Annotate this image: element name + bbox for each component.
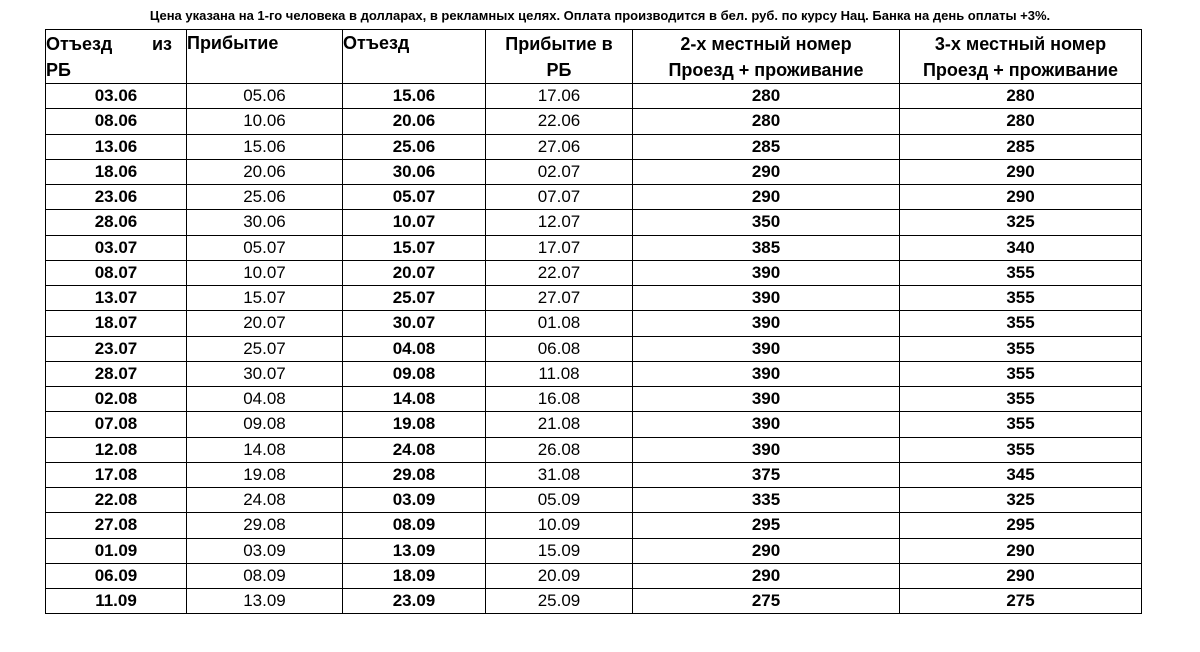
depart-cell: 09.08	[343, 361, 486, 386]
arrival-rb-cell: 01.08	[486, 311, 633, 336]
arrival-cell: 04.08	[187, 387, 343, 412]
triple-price-cell: 290	[900, 159, 1142, 184]
double-price-cell: 390	[633, 286, 900, 311]
arrival-cell: 05.07	[187, 235, 343, 260]
arrival-cell: 15.07	[187, 286, 343, 311]
triple-price-cell: 290	[900, 538, 1142, 563]
depart-cell: 29.08	[343, 462, 486, 487]
depart-cell: 19.08	[343, 412, 486, 437]
depart-cell: 08.09	[343, 513, 486, 538]
depart-rb-cell: 02.08	[46, 387, 187, 412]
arrival-cell: 29.08	[187, 513, 343, 538]
triple-price-cell: 355	[900, 260, 1142, 285]
table-row	[46, 134, 1142, 159]
triple-price-cell: 275	[900, 589, 1142, 614]
header-depart	[343, 30, 486, 84]
table-row	[46, 185, 1142, 210]
arrival-rb-cell: 21.08	[486, 412, 633, 437]
table-row	[46, 109, 1142, 134]
table-row	[46, 210, 1142, 235]
depart-rb-cell: 23.07	[46, 336, 187, 361]
depart-rb-cell: 08.07	[46, 260, 187, 285]
arrival-rb-cell: 02.07	[486, 159, 633, 184]
double-price-cell: 350	[633, 210, 900, 235]
depart-cell: 15.06	[343, 84, 486, 109]
depart-cell: 30.06	[343, 159, 486, 184]
arrival-cell: 25.06	[187, 185, 343, 210]
arrival-rb-cell: 27.06	[486, 134, 633, 159]
arrival-rb-cell: 16.08	[486, 387, 633, 412]
depart-rb-cell: 12.08	[46, 437, 187, 462]
depart-cell: 15.07	[343, 235, 486, 260]
depart-rb-cell: 03.07	[46, 235, 187, 260]
triple-price-cell: 280	[900, 109, 1142, 134]
header-double-room-line1: 2-х местный номер	[680, 33, 852, 54]
table-row	[46, 513, 1142, 538]
arrival-rb-cell: 15.09	[486, 538, 633, 563]
table-row	[46, 563, 1142, 588]
depart-cell: 30.07	[343, 311, 486, 336]
table-row	[46, 336, 1142, 361]
table-row	[46, 260, 1142, 285]
triple-price-cell: 285	[900, 134, 1142, 159]
arrival-rb-cell: 07.07	[486, 185, 633, 210]
triple-price-cell: 355	[900, 387, 1142, 412]
double-price-cell: 390	[633, 311, 900, 336]
depart-rb-cell: 27.08	[46, 513, 187, 538]
triple-price-cell: 340	[900, 235, 1142, 260]
table-row	[46, 311, 1142, 336]
depart-rb-cell: 18.06	[46, 159, 187, 184]
table-row	[46, 286, 1142, 311]
triple-price-cell: 355	[900, 311, 1142, 336]
arrival-cell: 08.09	[187, 563, 343, 588]
triple-price-cell: 290	[900, 185, 1142, 210]
double-price-cell: 390	[633, 336, 900, 361]
depart-rb-cell: 03.06	[46, 84, 187, 109]
table-row	[46, 387, 1142, 412]
depart-rb-cell: 23.06	[46, 185, 187, 210]
header-double-room	[633, 30, 900, 84]
double-price-cell: 290	[633, 159, 900, 184]
double-price-cell: 290	[633, 563, 900, 588]
depart-rb-cell: 18.07	[46, 311, 187, 336]
double-price-cell: 375	[633, 462, 900, 487]
triple-price-cell: 355	[900, 361, 1142, 386]
depart-cell: 10.07	[343, 210, 486, 235]
header-depart-label: Отъезд	[343, 33, 410, 53]
depart-rb-cell: 06.09	[46, 563, 187, 588]
triple-price-cell: 295	[900, 513, 1142, 538]
header-double-room-line2: Проезд + проживание	[668, 59, 864, 80]
arrival-rb-cell: 12.07	[486, 210, 633, 235]
depart-cell: 05.07	[343, 185, 486, 210]
depart-rb-cell: 13.07	[46, 286, 187, 311]
depart-cell: 03.09	[343, 488, 486, 513]
table-row	[46, 488, 1142, 513]
header-arrival-rb	[486, 30, 633, 84]
table-row	[46, 159, 1142, 184]
triple-price-cell: 280	[900, 84, 1142, 109]
arrival-cell: 13.09	[187, 589, 343, 614]
depart-rb-cell: 08.06	[46, 109, 187, 134]
header-triple-room	[900, 30, 1142, 84]
arrival-cell: 20.06	[187, 159, 343, 184]
arrival-rb-cell: 27.07	[486, 286, 633, 311]
depart-cell: 14.08	[343, 387, 486, 412]
depart-rb-cell: 07.08	[46, 412, 187, 437]
arrival-cell: 05.06	[187, 84, 343, 109]
arrival-rb-cell: 06.08	[486, 336, 633, 361]
table-row	[46, 84, 1142, 109]
depart-cell: 13.09	[343, 538, 486, 563]
arrival-cell: 24.08	[187, 488, 343, 513]
depart-rb-cell: 22.08	[46, 488, 187, 513]
depart-cell: 25.07	[343, 286, 486, 311]
double-price-cell: 280	[633, 84, 900, 109]
arrival-cell: 19.08	[187, 462, 343, 487]
header-triple-room-line2: Проезд + проживание	[922, 59, 1119, 80]
double-price-cell: 390	[633, 437, 900, 462]
header-depart-rb	[46, 30, 187, 84]
double-price-cell: 335	[633, 488, 900, 513]
arrival-rb-cell: 10.09	[486, 513, 633, 538]
arrival-cell: 10.06	[187, 109, 343, 134]
double-price-cell: 290	[633, 538, 900, 563]
header-arrival	[187, 30, 343, 84]
triple-price-cell: 325	[900, 210, 1142, 235]
header-depart-rb-word3: РБ	[46, 59, 71, 80]
arrival-rb-cell: 22.07	[486, 260, 633, 285]
double-price-cell: 390	[633, 260, 900, 285]
header-depart-rb-word2: из	[151, 33, 172, 54]
depart-cell: 25.06	[343, 134, 486, 159]
table-row	[46, 235, 1142, 260]
triple-price-cell: 345	[900, 462, 1142, 487]
depart-rb-cell: 28.07	[46, 361, 187, 386]
double-price-cell: 390	[633, 387, 900, 412]
arrival-rb-cell: 17.06	[486, 84, 633, 109]
table-row	[46, 412, 1142, 437]
depart-rb-cell: 17.08	[46, 462, 187, 487]
depart-rb-cell: 01.09	[46, 538, 187, 563]
arrival-rb-cell: 11.08	[486, 361, 633, 386]
triple-price-cell: 290	[900, 563, 1142, 588]
triple-price-cell: 355	[900, 437, 1142, 462]
depart-cell: 24.08	[343, 437, 486, 462]
depart-rb-cell: 28.06	[46, 210, 187, 235]
header-arrival-rb-line2: РБ	[546, 59, 572, 80]
header-arrival-rb-line1: Прибытие в	[505, 33, 613, 54]
double-price-cell: 390	[633, 361, 900, 386]
double-price-cell: 285	[633, 134, 900, 159]
arrival-cell: 20.07	[187, 311, 343, 336]
double-price-cell: 275	[633, 589, 900, 614]
double-price-cell: 295	[633, 513, 900, 538]
arrival-rb-cell: 05.09	[486, 488, 633, 513]
price-note: Цена указана на 1-го человека в долларах, в рекламных целях. Оплата производится в бел. руб. по курсу Нац. Банка на день оплаты +3%.	[149, 8, 1051, 23]
double-price-cell: 280	[633, 109, 900, 134]
arrival-cell: 30.07	[187, 361, 343, 386]
depart-cell: 20.07	[343, 260, 486, 285]
tour-schedule-table	[45, 29, 1142, 614]
arrival-cell: 15.06	[187, 134, 343, 159]
header-row	[46, 30, 1142, 84]
table-row	[46, 361, 1142, 386]
header-arrival-label: Прибытие	[187, 33, 279, 53]
arrival-cell: 03.09	[187, 538, 343, 563]
arrival-cell: 14.08	[187, 437, 343, 462]
triple-price-cell: 355	[900, 336, 1142, 361]
table-row	[46, 538, 1142, 563]
depart-cell: 20.06	[343, 109, 486, 134]
arrival-rb-cell: 22.06	[486, 109, 633, 134]
table-row	[46, 462, 1142, 487]
arrival-rb-cell: 25.09	[486, 589, 633, 614]
depart-rb-cell: 13.06	[46, 134, 187, 159]
double-price-cell: 385	[633, 235, 900, 260]
depart-cell: 23.09	[343, 589, 486, 614]
triple-price-cell: 355	[900, 412, 1142, 437]
arrival-cell: 25.07	[187, 336, 343, 361]
table-row	[46, 437, 1142, 462]
double-price-cell: 390	[633, 412, 900, 437]
arrival-cell: 30.06	[187, 210, 343, 235]
arrival-cell: 10.07	[187, 260, 343, 285]
table-body	[46, 84, 1142, 614]
arrival-rb-cell: 20.09	[486, 563, 633, 588]
triple-price-cell: 355	[900, 286, 1142, 311]
header-depart-rb-word1: Отъезд	[46, 33, 113, 54]
triple-price-cell: 325	[900, 488, 1142, 513]
arrival-rb-cell: 31.08	[486, 462, 633, 487]
arrival-cell: 09.08	[187, 412, 343, 437]
arrival-rb-cell: 26.08	[486, 437, 633, 462]
table-row	[46, 589, 1142, 614]
depart-cell: 04.08	[343, 336, 486, 361]
depart-rb-cell: 11.09	[46, 589, 187, 614]
double-price-cell: 290	[633, 185, 900, 210]
depart-cell: 18.09	[343, 563, 486, 588]
arrival-rb-cell: 17.07	[486, 235, 633, 260]
header-triple-room-line1: 3-х местный номер	[934, 33, 1107, 54]
